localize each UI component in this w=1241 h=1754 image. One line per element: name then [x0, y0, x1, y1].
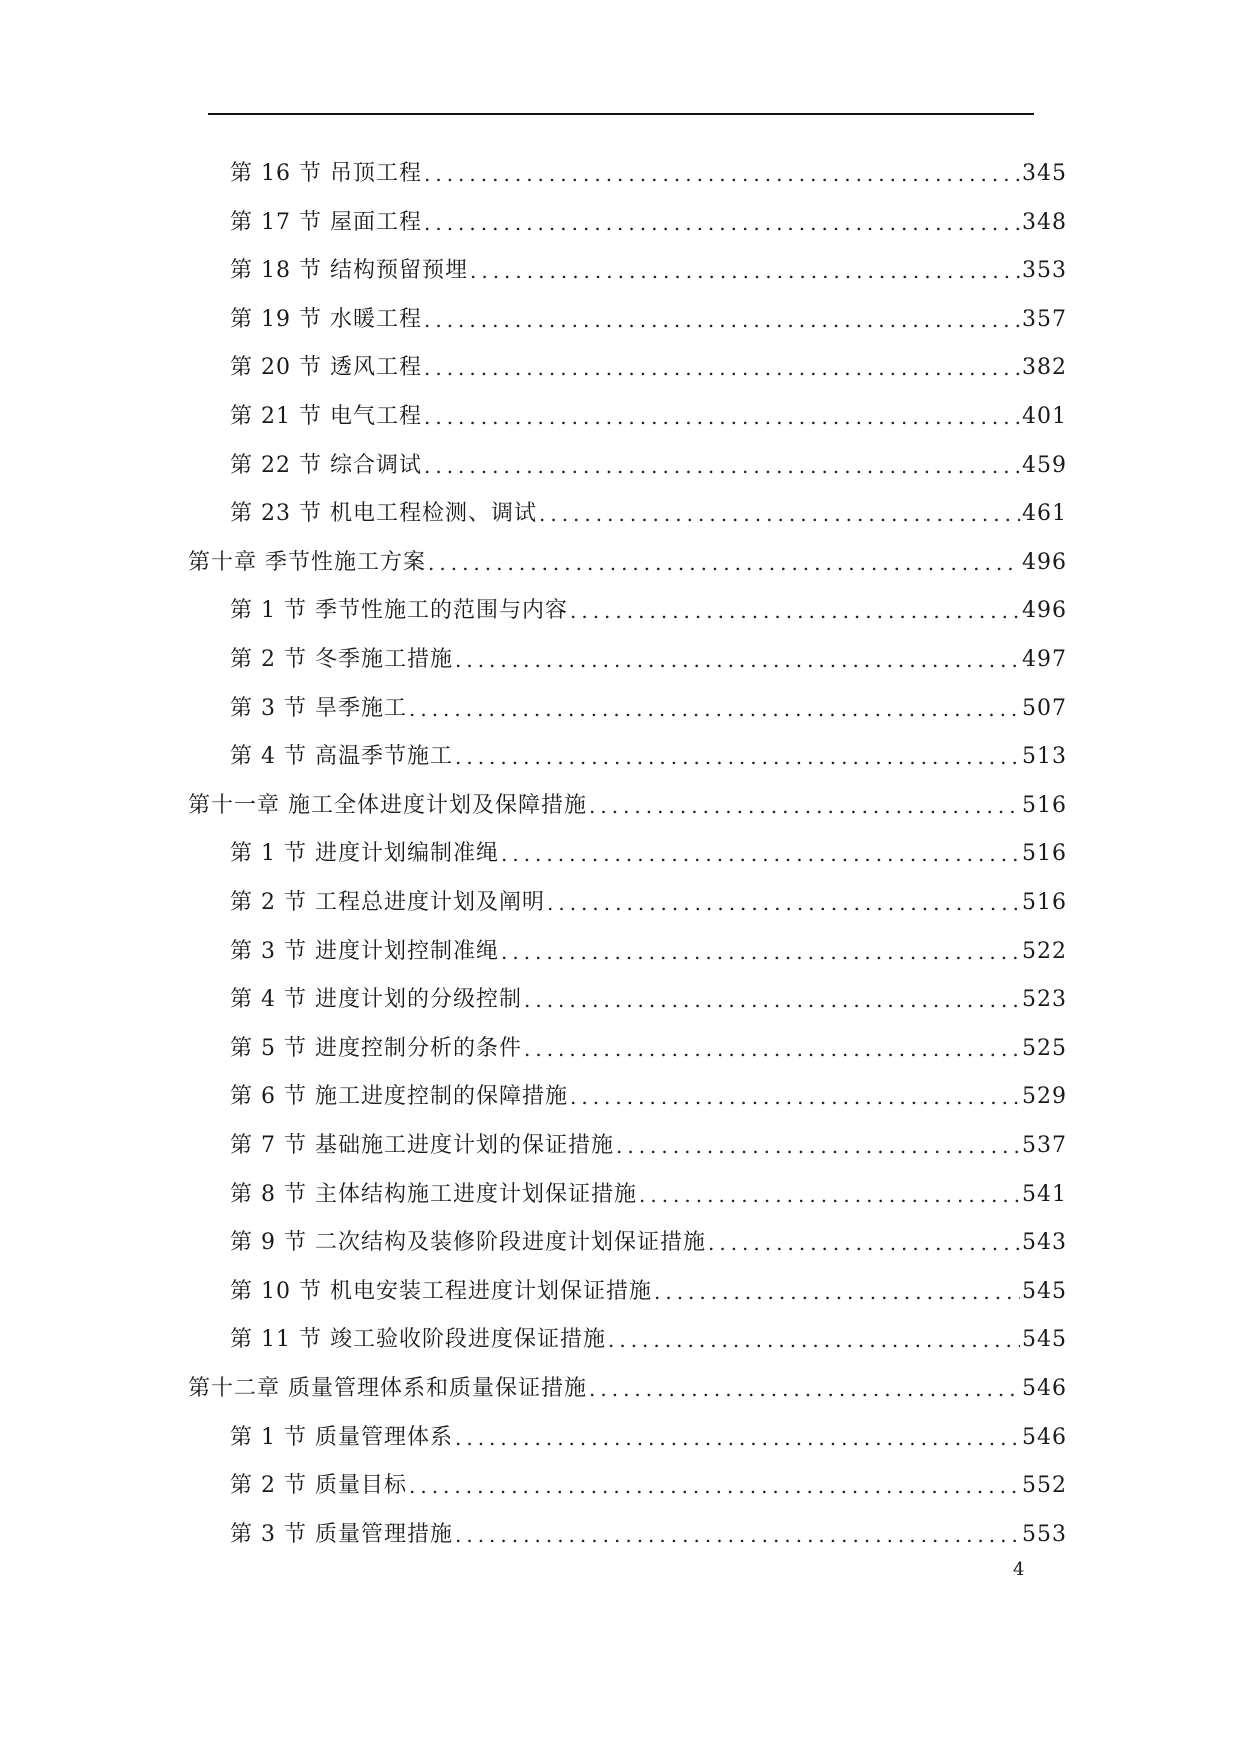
toc-entry-label: 第 9 节 二次结构及装修阶段进度计划保证措施: [230, 1230, 706, 1256]
toc-section-entry[interactable]: [230, 147, 1067, 187]
toc-entry-label: 第 2 节 质量目标: [230, 1473, 407, 1499]
toc-entry-page: 522: [1022, 938, 1067, 964]
toc-entry-page: 401: [1022, 404, 1067, 429]
toc-section-entry[interactable]: [230, 1411, 1067, 1451]
toc-dot-leader: [424, 210, 1020, 236]
toc-section-entry[interactable]: [230, 390, 1067, 430]
toc-entry-page: 459: [1022, 452, 1067, 478]
toc-entry-page: 345: [1022, 161, 1067, 186]
toc-entry-label: 第 4 节 高温季节施工: [230, 744, 453, 770]
toc-entry-page: 537: [1022, 1133, 1067, 1158]
toc-entry-page: 357: [1022, 306, 1067, 332]
toc-section-entry[interactable]: [230, 487, 1067, 527]
toc-dot-leader: [654, 1279, 1020, 1305]
toc-dot-leader: [501, 939, 1020, 965]
toc-entry-label: 第 7 节 基础施工进度计划的保证措施: [230, 1133, 614, 1158]
toc-entry-label: 第十章 季节性施工方案: [188, 549, 426, 575]
toc-entry-label: 第 1 节 质量管理体系: [230, 1424, 453, 1450]
toc-entry-label: 第 2 节 工程总进度计划及阐明: [230, 890, 545, 915]
toc-dot-leader: [589, 1376, 1020, 1402]
toc-entry-page: 546: [1022, 1376, 1067, 1401]
toc-section-entry[interactable]: [230, 1070, 1067, 1110]
toc-entry-page: 525: [1022, 1035, 1067, 1061]
toc-entry-label: 第 3 节 质量管理措施: [230, 1521, 453, 1547]
toc-entry-page: 543: [1022, 1230, 1067, 1256]
toc-entry-page: 529: [1022, 1084, 1067, 1110]
toc-entry-label: 第 22 节 综合调试: [230, 452, 422, 478]
toc-entry-label: 第 4 节 进度计划的分级控制: [230, 987, 522, 1013]
toc-section-entry[interactable]: [230, 682, 1067, 722]
toc-section-entry[interactable]: [230, 1216, 1067, 1256]
toc-section-entry[interactable]: [230, 341, 1067, 381]
toc-entry-page: 497: [1022, 647, 1067, 672]
toc-entry-page: 552: [1022, 1473, 1067, 1499]
toc-dot-leader: [539, 501, 1020, 527]
toc-entry-page: 496: [1022, 549, 1067, 575]
toc-chapter-entry[interactable]: [188, 779, 1067, 819]
toc-dot-leader: [524, 1036, 1020, 1062]
toc-section-entry[interactable]: [230, 439, 1067, 479]
toc-dot-leader: [547, 890, 1020, 916]
toc-dot-leader: [455, 647, 1020, 673]
toc-dot-leader: [409, 696, 1020, 722]
toc-section-entry[interactable]: [230, 827, 1067, 867]
toc-chapter-entry[interactable]: [188, 1362, 1067, 1402]
toc-entry-label: 第 16 节 吊顶工程: [230, 161, 422, 186]
toc-dot-leader: [608, 1327, 1020, 1353]
toc-entry-page: 382: [1022, 355, 1067, 381]
toc-dot-leader: [455, 1522, 1020, 1548]
toc-entry-page: 541: [1022, 1181, 1067, 1207]
toc-chapter-entry[interactable]: [188, 536, 1067, 576]
toc-entry-page: 523: [1022, 987, 1067, 1013]
toc-entry-page: 516: [1022, 792, 1067, 818]
toc-entry-page: 516: [1022, 890, 1067, 915]
toc-section-entry[interactable]: [230, 1313, 1067, 1353]
toc-dot-leader: [524, 987, 1020, 1013]
header-rule: [208, 113, 1034, 115]
toc-entry-page: 353: [1022, 258, 1067, 284]
toc-entry-label: 第 18 节 结构预留预埋: [230, 258, 468, 284]
page-number: 4: [1013, 1559, 1025, 1580]
toc-dot-leader: [501, 841, 1020, 867]
toc-entry-label: 第 10 节 机电安装工程进度计划保证措施: [230, 1278, 652, 1304]
toc-entry-label: 第 8 节 主体结构施工进度计划保证措施: [230, 1181, 637, 1207]
toc-dot-leader: [409, 1473, 1020, 1499]
toc-entry-label: 第 11 节 竣工验收阶段进度保证措施: [230, 1327, 606, 1353]
toc-dot-leader: [570, 1084, 1020, 1110]
toc-dot-leader: [470, 258, 1020, 284]
toc-dot-leader: [570, 598, 1020, 624]
toc-dot-leader: [428, 550, 1020, 576]
toc-dot-leader: [455, 744, 1020, 770]
toc-section-entry[interactable]: [230, 244, 1067, 284]
toc-entry-label: 第十二章 质量管理体系和质量保证措施: [188, 1376, 587, 1401]
toc-entry-page: 461: [1022, 501, 1067, 527]
toc-entry-page: 546: [1022, 1424, 1067, 1450]
toc-dot-leader: [424, 453, 1020, 479]
toc-dot-leader: [424, 161, 1020, 187]
toc-entry-label: 第 21 节 电气工程: [230, 404, 422, 429]
toc-section-entry[interactable]: [230, 584, 1067, 624]
toc-entry-label: 第 6 节 施工进度控制的保障措施: [230, 1084, 568, 1110]
toc-entry-label: 第 17 节 屋面工程: [230, 209, 422, 235]
toc-section-entry[interactable]: [230, 633, 1067, 673]
toc-entry-label: 第 5 节 进度控制分析的条件: [230, 1035, 522, 1061]
toc-entry-label: 第十一章 施工全体进度计划及保障措施: [188, 792, 587, 818]
toc-section-entry[interactable]: [230, 1168, 1067, 1208]
toc-entry-label: 第 1 节 进度计划编制准绳: [230, 841, 499, 867]
toc-dot-leader: [424, 355, 1020, 381]
toc-section-entry[interactable]: [230, 1022, 1067, 1062]
toc-section-entry[interactable]: [230, 730, 1067, 770]
toc-dot-leader: [424, 307, 1020, 333]
toc-entry-page: 553: [1022, 1521, 1067, 1547]
toc-section-entry[interactable]: [230, 876, 1067, 916]
toc-dot-leader: [424, 404, 1020, 430]
toc-section-entry[interactable]: [230, 293, 1067, 333]
toc-section-entry[interactable]: [230, 973, 1067, 1013]
toc-entry-label: 第 19 节 水暖工程: [230, 306, 422, 332]
toc-section-entry[interactable]: [230, 1508, 1067, 1548]
toc-section-entry[interactable]: [230, 196, 1067, 236]
toc-section-entry[interactable]: [230, 1459, 1067, 1499]
toc-entry-label: 第 3 节 旱季施工: [230, 695, 407, 721]
toc-entry-label: 第 2 节 冬季施工措施: [230, 647, 453, 672]
toc-section-entry[interactable]: [230, 1119, 1067, 1159]
toc-dot-leader: [708, 1230, 1020, 1256]
toc-section-entry[interactable]: [230, 925, 1067, 965]
toc-entry-page: 507: [1022, 695, 1067, 721]
toc-entry-page: 496: [1022, 598, 1067, 624]
toc-dot-leader: [616, 1133, 1020, 1159]
toc-entry-page: 545: [1022, 1327, 1067, 1353]
toc-entry-label: 第 23 节 机电工程检测、调试: [230, 501, 537, 527]
toc-dot-leader: [639, 1182, 1020, 1208]
toc-entry-page: 545: [1022, 1278, 1067, 1304]
toc-dot-leader: [589, 793, 1020, 819]
toc-entry-label: 第 20 节 透风工程: [230, 355, 422, 381]
toc-entry-page: 348: [1022, 209, 1067, 235]
toc-entry-label: 第 1 节 季节性施工的范围与内容: [230, 598, 568, 624]
toc-section-entry[interactable]: [230, 1265, 1067, 1305]
toc-entry-page: 516: [1022, 841, 1067, 867]
toc-entry-page: 513: [1022, 744, 1067, 770]
toc-entry-label: 第 3 节 进度计划控制准绳: [230, 938, 499, 964]
toc-dot-leader: [455, 1425, 1020, 1451]
